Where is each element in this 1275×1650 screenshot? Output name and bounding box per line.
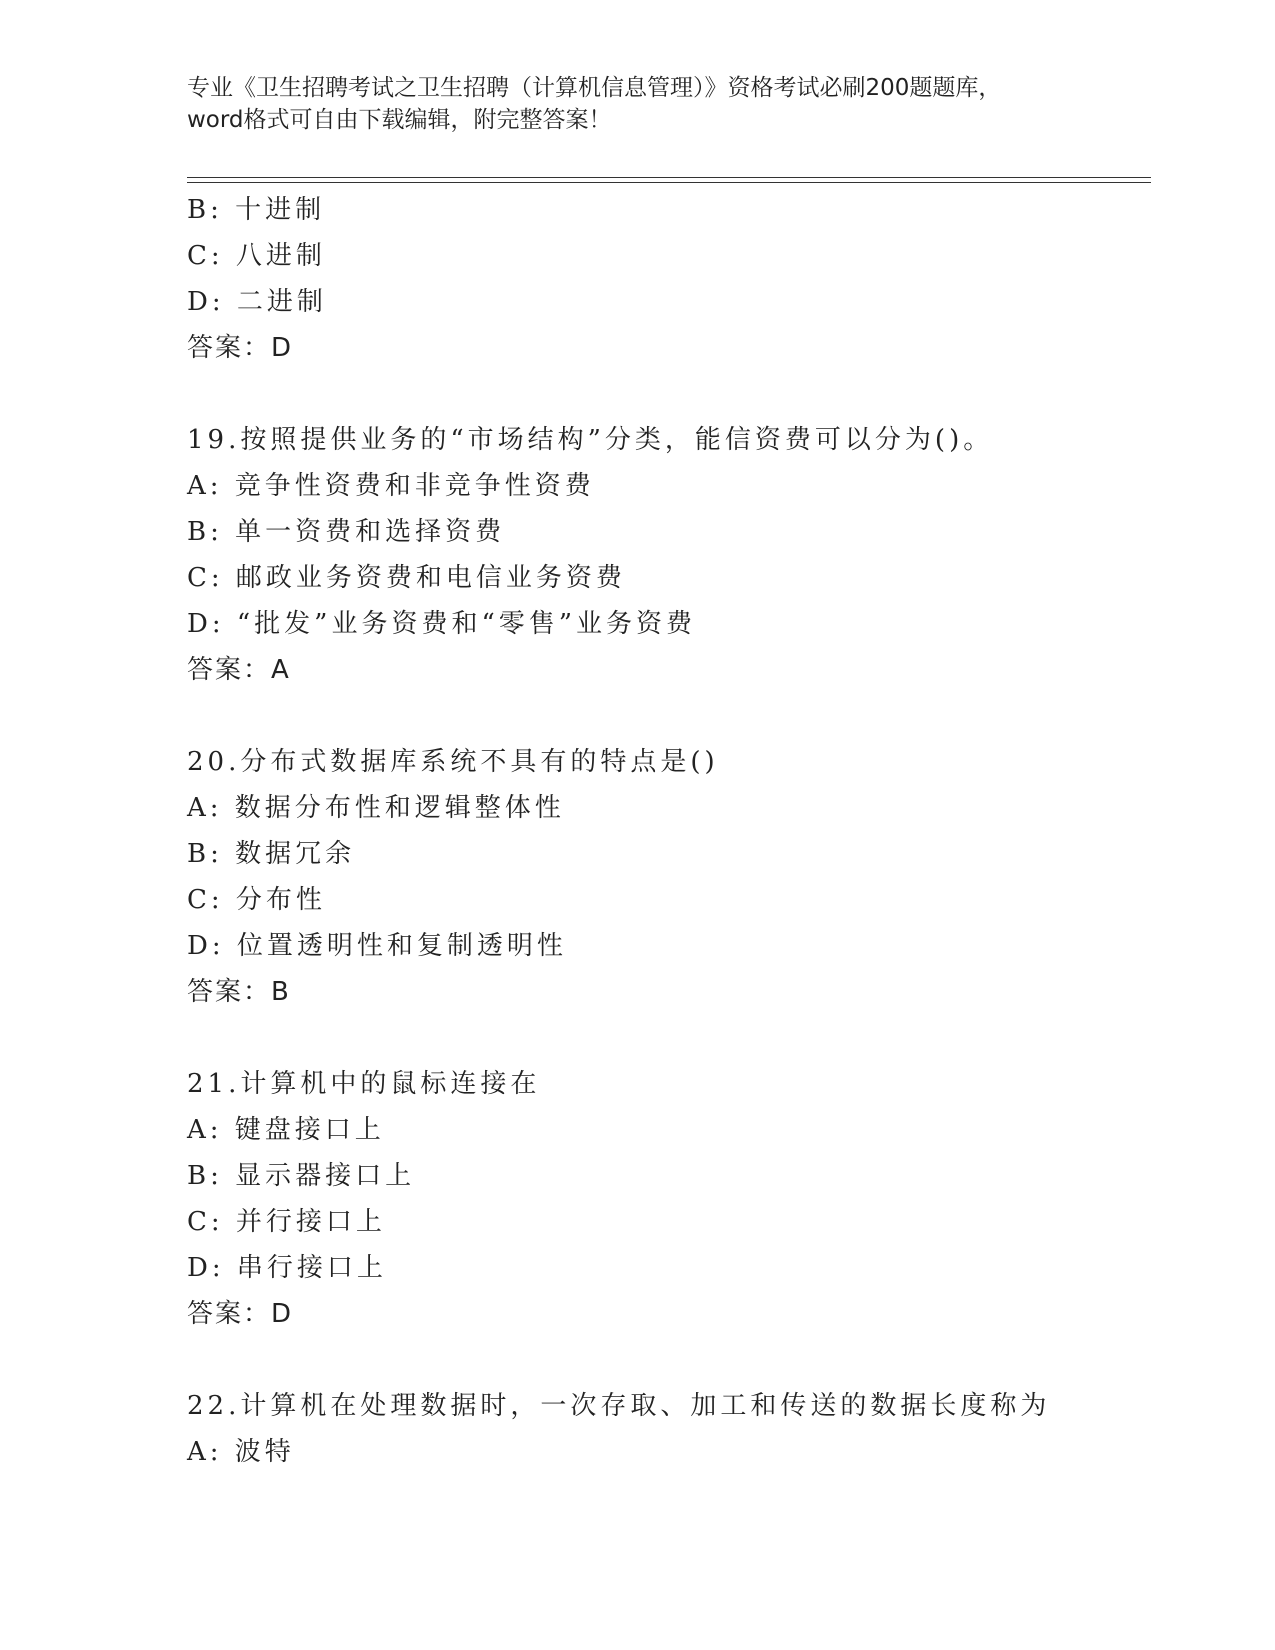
question-stem: 20.分布式数据库系统不具有的特点是()	[187, 747, 719, 777]
option-a: A: 波特	[187, 1437, 295, 1467]
option-a: A: 数据分布性和逻辑整体性	[187, 793, 565, 823]
option-d: D: “批发”业务资费和“零售”业务资费	[187, 609, 697, 639]
answer: 答案：A	[187, 655, 291, 685]
header-rule-top	[187, 177, 1151, 178]
question-18-continued	[187, 187, 1147, 371]
option-b: B: 单一资费和选择资费	[187, 517, 506, 547]
header-rule-bottom	[187, 182, 1151, 183]
option-b: B: 十进制	[187, 195, 326, 225]
option-d: D: 二进制	[187, 287, 327, 317]
question-stem: 22.计算机在处理数据时，一次存取、加工和传送的数据长度称为	[187, 1391, 1051, 1421]
option-a: A: 竞争性资费和非竞争性资费	[187, 471, 595, 501]
question-20	[187, 739, 1147, 1015]
question-stem: 21.计算机中的鼠标连接在	[187, 1069, 541, 1099]
option-c: C: 并行接口上	[187, 1207, 386, 1237]
option-c: C: 邮政业务资费和电信业务资费	[187, 563, 626, 593]
option-b: B: 数据冗余	[187, 839, 356, 869]
document-header	[187, 72, 1087, 136]
spacer	[187, 693, 1147, 739]
answer: 答案：D	[187, 1299, 294, 1329]
option-c: C: 八进制	[187, 241, 326, 271]
question-stem: 19.按照提供业务的“市场结构”分类，能信资费可以分为()。	[187, 425, 994, 455]
answer: 答案：D	[187, 333, 294, 363]
option-c: C: 分布性	[187, 885, 326, 915]
answer: 答案：B	[187, 977, 291, 1007]
question-19	[187, 417, 1147, 693]
header-line-1: 专业《卫生招聘考试之卫生招聘（计算机信息管理）》资格考试必刷200题题库，	[187, 75, 1002, 101]
spacer	[187, 371, 1147, 417]
option-b: B: 显示器接口上	[187, 1161, 416, 1191]
option-d: D: 串行接口上	[187, 1253, 387, 1283]
spacer	[187, 1015, 1147, 1061]
option-a: A: 键盘接口上	[187, 1115, 385, 1145]
question-22	[187, 1383, 1147, 1475]
question-list	[187, 187, 1147, 1475]
spacer	[187, 1337, 1147, 1383]
question-21	[187, 1061, 1147, 1337]
header-line-2: word格式可自由下载编辑，附完整答案！	[187, 107, 612, 133]
option-d: D: 位置透明性和复制透明性	[187, 931, 567, 961]
